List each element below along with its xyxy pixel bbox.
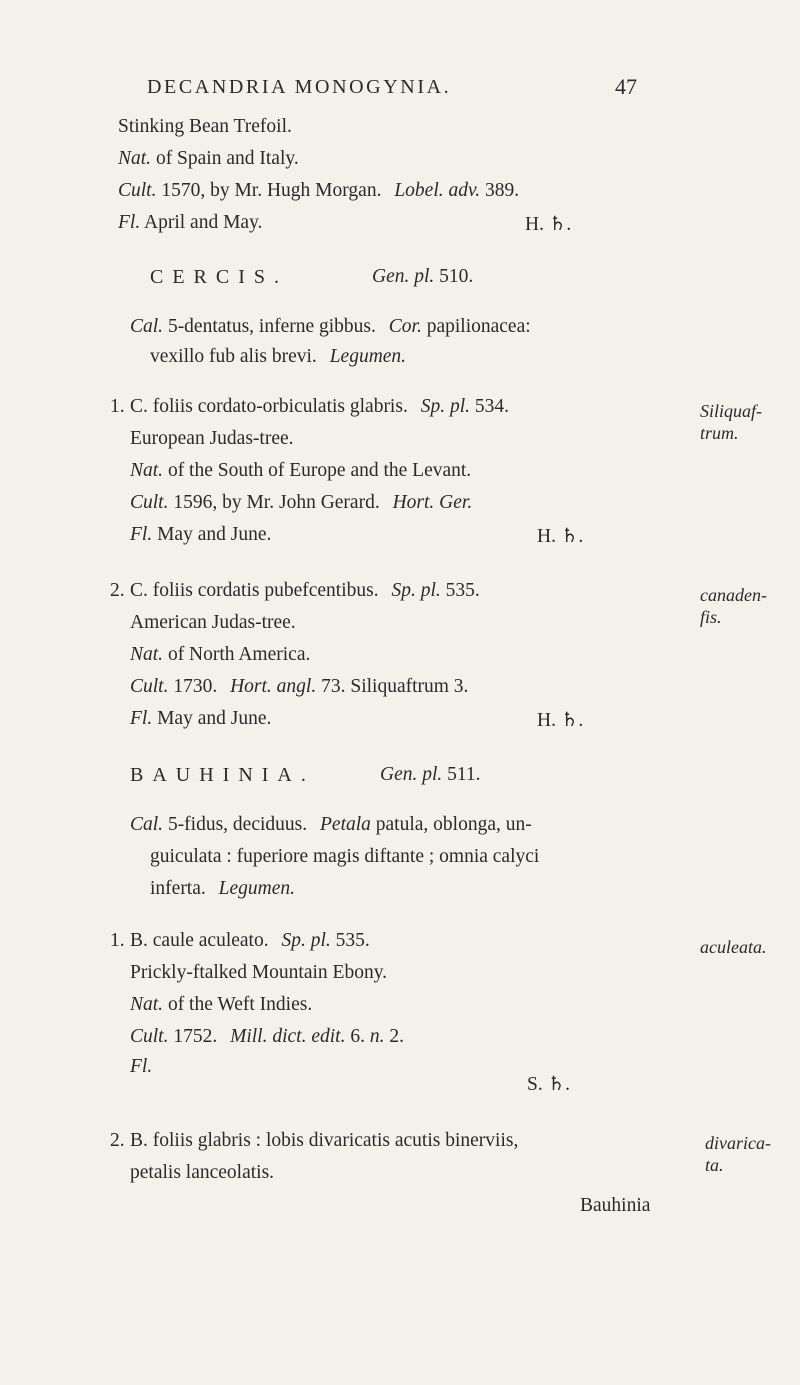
- fl-text: May and June.: [152, 708, 272, 729]
- bauhinia-cal-2: guiculata : fuperiore magis diftante ; omnia calyci: [150, 846, 540, 867]
- species-hardiness: S. ♄.: [527, 1074, 570, 1095]
- fl-label: Fl.: [118, 212, 141, 233]
- cor-text: papilionacea:: [421, 316, 531, 337]
- nat-text: of Spain and Italy.: [151, 148, 299, 169]
- genus-bauhinia: BAUHINIA.: [130, 764, 315, 786]
- ref-num: 534.: [470, 396, 509, 417]
- nat-label: Nat.: [130, 644, 164, 665]
- side-note-line: canaden-: [700, 585, 767, 605]
- cult-label: Cult.: [130, 676, 169, 697]
- cal-text-3: inferta.: [150, 878, 206, 899]
- fl-label: Fl.: [130, 524, 153, 545]
- side-note: [700, 936, 766, 958]
- cult-ref-num: 73. Siliquaftrum 3.: [316, 676, 469, 697]
- cercis-cal-2: [150, 346, 406, 368]
- cercis-gen-ref: [372, 266, 473, 288]
- fl-text: April and May.: [140, 212, 263, 233]
- intro-cult: [118, 180, 519, 202]
- cult-ref-num: 389.: [480, 180, 520, 201]
- nat-label: Nat.: [118, 148, 152, 169]
- cal-text-2: vexillo fub alis brevi.: [150, 346, 317, 367]
- bauhinia-gen-ref: [380, 764, 481, 786]
- side-note: [700, 584, 767, 628]
- species-common: Prickly-ftalked Mountain Ebony.: [130, 962, 388, 983]
- species-nat: [130, 644, 310, 666]
- species-nat: [130, 460, 471, 482]
- intro-hardiness: H. ♄.: [525, 214, 572, 235]
- species-common: American Judas-tree.: [130, 612, 296, 633]
- cult-label: Cult.: [130, 1026, 169, 1047]
- fl-label: Fl.: [130, 1056, 153, 1077]
- desc-text: B. caule aculeato.: [130, 930, 269, 951]
- cal-label: Cal.: [130, 814, 164, 835]
- cult-ref: Lobel. adv.: [394, 180, 481, 201]
- side-note-line: fis.: [700, 607, 722, 627]
- species-common: European Judas-tree.: [130, 428, 294, 449]
- running-header: DECANDRIA MONOGYNIA.: [147, 76, 452, 98]
- species-number: 1.: [110, 396, 125, 417]
- nat-text: of North America.: [163, 644, 311, 665]
- petala-label: Petala: [320, 814, 371, 835]
- cult-text: 1570, by Mr. Hugh Morgan.: [156, 180, 382, 201]
- cercis-cal: [130, 316, 531, 338]
- cult-label: Cult.: [118, 180, 157, 201]
- species-hardiness: H. ♄.: [537, 526, 584, 547]
- side-note-line: ta.: [705, 1155, 724, 1175]
- cult-text: 1596, by Mr. John Gerard.: [168, 492, 380, 513]
- legumen: Legumen.: [329, 346, 407, 367]
- cult-label: Cult.: [130, 492, 169, 513]
- gen-num: 510.: [434, 266, 474, 287]
- species-desc: [130, 930, 370, 952]
- intro-fl: [118, 212, 262, 234]
- cor-label: Cor.: [388, 316, 422, 337]
- species-fl: [130, 1056, 152, 1078]
- intro-name: Stinking Bean Trefoil.: [118, 116, 292, 137]
- cult-text: 1752.: [168, 1026, 218, 1047]
- species-cult: [130, 1026, 404, 1048]
- species-cult: [130, 676, 468, 698]
- species-hardiness: H. ♄.: [537, 710, 584, 731]
- desc-text: C. foliis cordato-orbiculatis glabris.: [130, 396, 408, 417]
- cult-n: n.: [364, 1026, 385, 1047]
- cult-ref-num: 6.: [345, 1026, 365, 1047]
- gen-ref: Gen. pl.: [380, 764, 443, 785]
- bauhinia-cal: [130, 814, 532, 836]
- species-fl: [130, 524, 271, 546]
- gen-ref: Gen. pl.: [372, 266, 435, 287]
- genus-cercis: CERCIS.: [150, 266, 289, 288]
- ref: Sp. pl.: [420, 396, 470, 417]
- species-number: 2.: [110, 1130, 125, 1151]
- cult-n-num: 2.: [384, 1026, 404, 1047]
- side-note-line: divarica-: [705, 1133, 771, 1153]
- side-note-line: Siliquaf-: [700, 401, 762, 421]
- legumen: Legumen.: [218, 878, 296, 899]
- species-desc: [130, 580, 480, 602]
- ref: Sp. pl.: [281, 930, 331, 951]
- cult-text: 1730.: [168, 676, 218, 697]
- catchword: Bauhinia: [580, 1195, 651, 1216]
- species-desc-2: petalis lanceolatis.: [130, 1162, 275, 1183]
- species-desc: [130, 396, 509, 418]
- species-nat: [130, 994, 312, 1016]
- side-note: [700, 400, 762, 444]
- cult-ref: Hort. Ger.: [392, 492, 473, 513]
- nat-text: of the Weft Indies.: [163, 994, 313, 1015]
- nat-text: of the South of Europe and the Levant.: [163, 460, 472, 481]
- cal-text: 5-dentatus, inferne gibbus.: [163, 316, 376, 337]
- fl-text: May and June.: [152, 524, 272, 545]
- bauhinia-cal-3: [150, 878, 295, 900]
- side-note-line: trum.: [700, 423, 739, 443]
- fl-label: Fl.: [130, 708, 153, 729]
- nat-label: Nat.: [130, 460, 164, 481]
- intro-nat: [118, 148, 299, 170]
- species-number: 2.: [110, 580, 125, 601]
- side-note: [705, 1132, 771, 1176]
- desc-text: C. foliis cordatis pubefcentibus.: [130, 580, 379, 601]
- page-number: 47: [615, 74, 637, 99]
- ref: Sp. pl.: [391, 580, 441, 601]
- cal-label: Cal.: [130, 316, 164, 337]
- side-note-line: aculeata.: [700, 937, 767, 957]
- nat-label: Nat.: [130, 994, 164, 1015]
- species-desc: B. foliis glabris : lobis divaricatis acutis binerviis,: [130, 1130, 519, 1151]
- gen-num: 511.: [442, 764, 481, 785]
- cult-ref: Mill. dict. edit.: [230, 1026, 346, 1047]
- petala-text: patula, oblonga, un-: [370, 814, 532, 835]
- species-fl: [130, 708, 271, 730]
- species-cult: [130, 492, 472, 514]
- cult-ref: Hort. angl.: [230, 676, 317, 697]
- species-number: 1.: [110, 930, 125, 951]
- ref-num: 535.: [440, 580, 480, 601]
- ref-num: 535.: [330, 930, 370, 951]
- cal-text: 5-fidus, deciduus.: [163, 814, 308, 835]
